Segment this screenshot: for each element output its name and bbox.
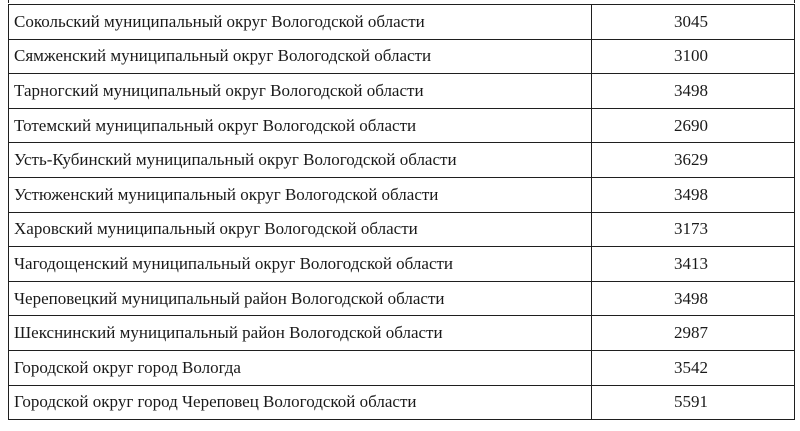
municipality-name: Харовский муниципальный округ Вологодской области [9, 212, 592, 247]
municipality-value: 3498 [592, 74, 795, 109]
table-row [9, 350, 795, 385]
municipality-name: Тотемский муниципальный округ Вологодской области [9, 108, 592, 143]
municipality-name: Городской округ город Вологда [9, 350, 592, 385]
municipality-name: Городской округ город Череповец Вологодской области [9, 385, 592, 420]
table-row [9, 5, 795, 40]
table-row [9, 108, 795, 143]
municipality-name: Чагодощенский муниципальный округ Вологодской области [9, 247, 592, 282]
table-row [9, 316, 795, 351]
municipality-name: Череповецкий муниципальный район Вологодской области [9, 281, 592, 316]
municipality-name: Усть-Кубинский муниципальный округ Вологодской области [9, 143, 592, 178]
table-row [9, 39, 795, 74]
municipality-value: 3542 [592, 350, 795, 385]
municipality-value: 3045 [592, 5, 795, 40]
municipality-value: 2987 [592, 316, 795, 351]
table-row [9, 143, 795, 178]
table-body [9, 5, 795, 420]
table-row [9, 177, 795, 212]
municipality-table [8, 4, 795, 420]
municipality-value: 3498 [592, 281, 795, 316]
municipality-name: Сямженский муниципальный округ Вологодской области [9, 39, 592, 74]
municipality-value: 2690 [592, 108, 795, 143]
municipality-value: 3173 [592, 212, 795, 247]
municipality-value: 3413 [592, 247, 795, 282]
municipality-name: Шекснинский муниципальный район Вологодской области [9, 316, 592, 351]
table-row [9, 212, 795, 247]
municipality-name: Устюженский муниципальный округ Вологодской области [9, 177, 592, 212]
table-row [9, 74, 795, 109]
municipality-value: 3100 [592, 39, 795, 74]
table-row [9, 385, 795, 420]
table-row [9, 281, 795, 316]
municipality-name: Сокольский муниципальный округ Вологодской области [9, 5, 592, 40]
municipality-name: Тарногский муниципальный округ Вологодской области [9, 74, 592, 109]
table-row [9, 247, 795, 282]
municipality-value: 5591 [592, 385, 795, 420]
table-top-continuation [8, 0, 795, 3]
municipality-value: 3629 [592, 143, 795, 178]
municipality-value: 3498 [592, 177, 795, 212]
